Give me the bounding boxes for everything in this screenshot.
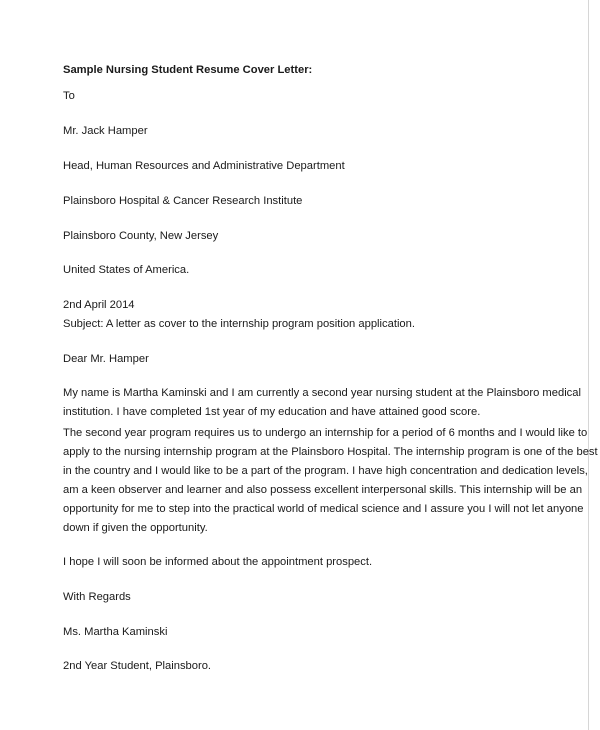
letter-date: 2nd April 2014 bbox=[63, 299, 135, 311]
body-line: apply to the nursing internship program at the Plainsboro Hospital. The internship program is one of the best bbox=[63, 446, 598, 458]
letter-subject: Subject: A letter as cover to the internship program position application. bbox=[63, 318, 415, 330]
salutation: Dear Mr. Hamper bbox=[63, 353, 149, 365]
letter-title: Sample Nursing Student Resume Cover Letter: bbox=[63, 64, 313, 76]
body-line: in the country and I would like to be a part of the program. I have high concentration and dedication levels, bbox=[63, 465, 588, 477]
sender-title: 2nd Year Student, Plainsboro. bbox=[63, 660, 212, 672]
to-line: To bbox=[63, 90, 75, 102]
recipient-organization: Plainsboro Hospital & Cancer Research Institute bbox=[63, 195, 303, 207]
body-line: institution. I have completed 1st year of my education and have attained good score. bbox=[63, 406, 481, 418]
closing-line: I hope I will soon be informed about the appointment prospect. bbox=[63, 556, 373, 568]
body-line: opportunity for me to step into the practical world of medical science and I assure you I will not let anyone bbox=[63, 503, 584, 515]
body-line: down if given the opportunity. bbox=[63, 522, 208, 534]
sender-name: Ms. Martha Kaminski bbox=[63, 626, 168, 638]
recipient-department: Head, Human Resources and Administrative Department bbox=[63, 160, 345, 172]
recipient-country: United States of America. bbox=[63, 264, 190, 276]
recipient-name: Mr. Jack Hamper bbox=[63, 125, 148, 137]
recipient-county: Plainsboro County, New Jersey bbox=[63, 230, 219, 242]
regards-line: With Regards bbox=[63, 591, 131, 603]
body-line: My name is Martha Kaminski and I am currently a second year nursing student at the Plainsboro medical bbox=[63, 387, 581, 399]
body-line: am a keen observer and learner and also possess excellent interpersonal skills. This internship will be an bbox=[63, 484, 583, 496]
body-line: The second year program requires us to undergo an internship for a period of 6 months and I would like to bbox=[63, 427, 588, 439]
